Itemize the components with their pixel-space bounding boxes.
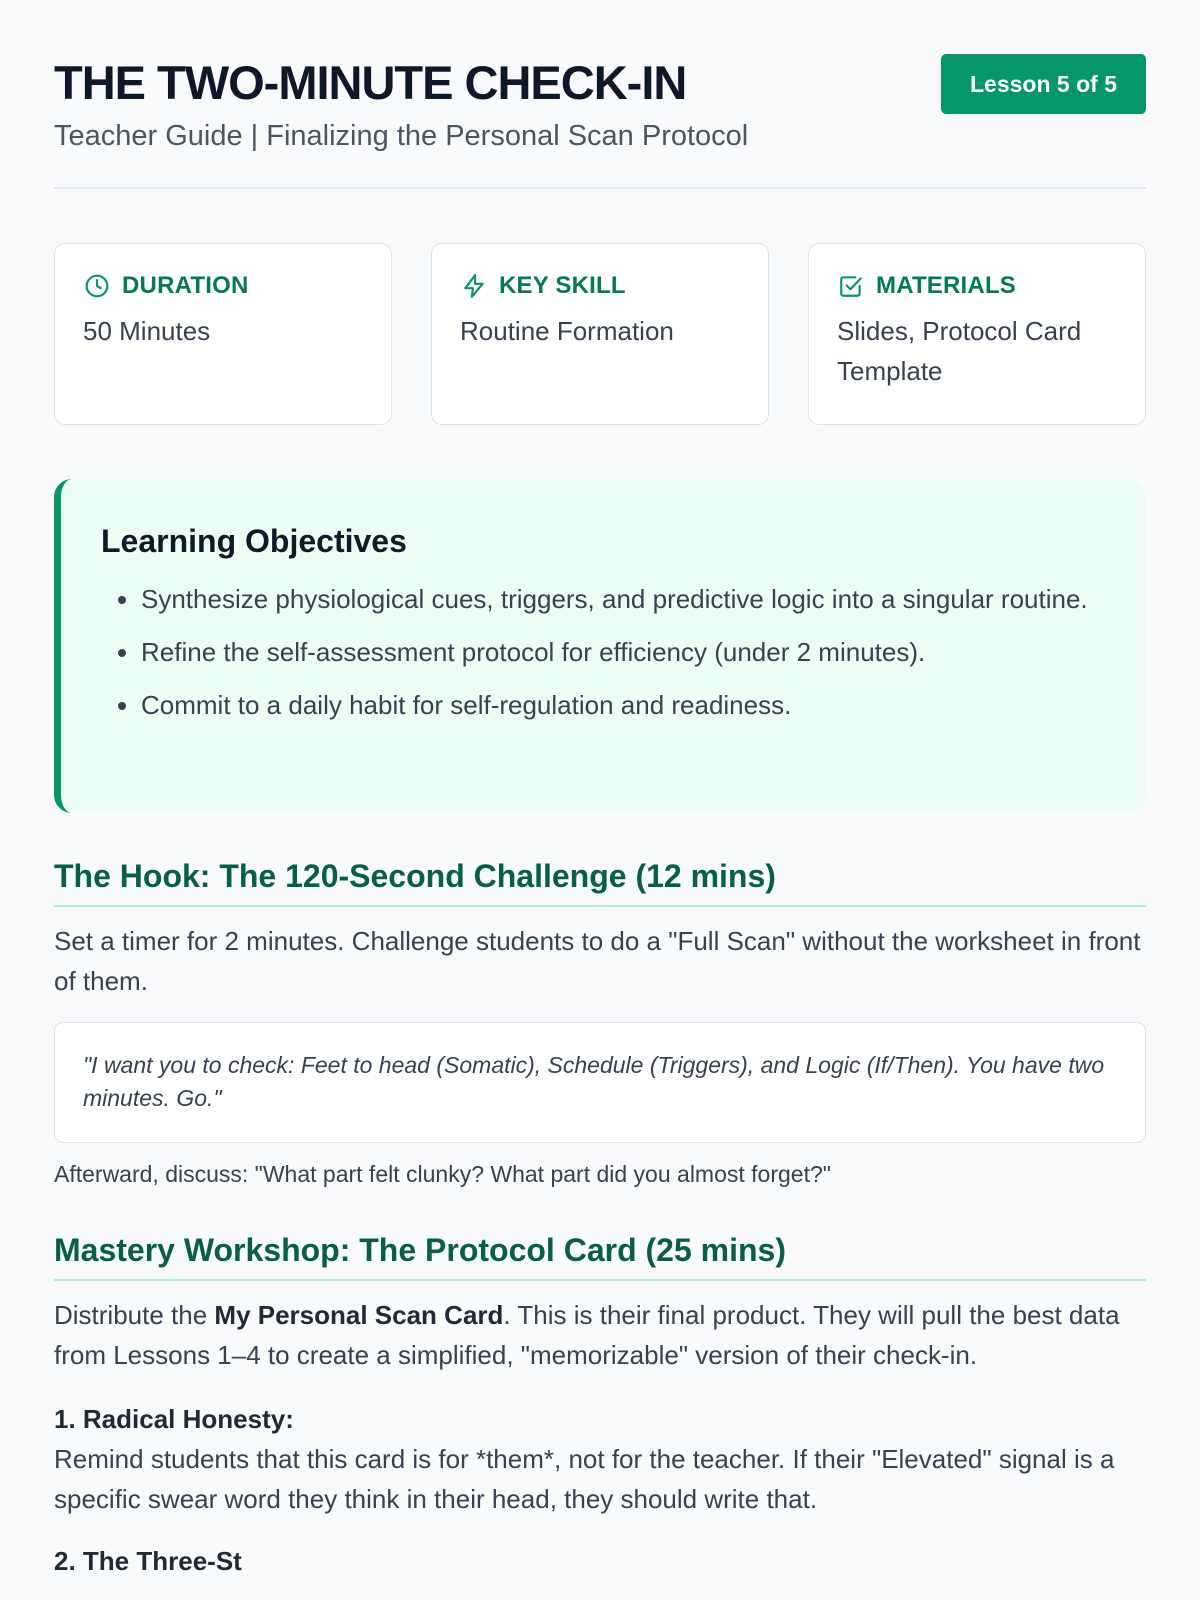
workshop-intro-after: . This is their final product. They will pull the best data from Lessons 1–4 to create a simplified, "memorizable" version of their check-in.: [54, 1300, 1120, 1370]
key-skill-card: [431, 243, 769, 425]
step-title: 2. The Three-St: [54, 1546, 242, 1576]
workshop-heading: Mastery Workshop: The Protocol Card (25 mins): [54, 1230, 1146, 1281]
key-skill-label: KEY SKILL: [499, 272, 626, 299]
materials-value: Slides, Protocol Card Template: [837, 316, 1082, 386]
duration-value: 50 Minutes: [83, 316, 211, 346]
header-divider: [54, 187, 1146, 189]
duration-label: DURATION: [122, 272, 249, 299]
info-cards: [54, 243, 1146, 425]
objectives-list: [101, 579, 1106, 725]
workshop-intro: [54, 1295, 1146, 1375]
hook-intro: Set a timer for 2 minutes. Challenge students to do a "Full Scan" without the worksheet in front of them.: [54, 926, 1141, 996]
objective-item: • Synthesize physiological cues, triggers, and predictive logic into a singular routine.: [141, 579, 1106, 619]
key-skill-value: Routine Formation: [460, 316, 674, 346]
objective-item: • Commit to a daily habit for self-regulation and readiness.: [141, 685, 1106, 725]
learning-objectives-box: [54, 479, 1146, 813]
duration-card: [54, 243, 392, 425]
step-title: 1. Radical Honesty:: [54, 1404, 294, 1434]
checkbox-icon: [837, 272, 865, 300]
hook-heading: The Hook: The 120-Second Challenge (12 mins): [54, 856, 1146, 907]
page-subtitle: Teacher Guide | Finalizing the Personal Scan Protocol: [54, 120, 749, 152]
workshop-intro-before: Distribute the: [54, 1300, 215, 1330]
teacher-script-quote: "I want you to check: Feet to head (Somatic), Schedule (Triggers), and Logic (If/Then). You have two minutes. Go.": [54, 1022, 1146, 1143]
materials-label: MATERIALS: [876, 272, 1017, 299]
clock-icon: [83, 272, 111, 300]
page-title: THE TWO-MINUTE CHECK-IN: [54, 56, 687, 109]
objective-item: • Refine the self-assessment protocol for efficiency (under 2 minutes).: [141, 632, 1106, 672]
step-text: Remind students that this card is for *them*, not for the teacher. If their "Elevated" signal is a specific swear word they think in their head, they should write that.: [54, 1444, 1115, 1514]
scan-card-name: My Personal Scan Card: [214, 1300, 504, 1330]
objectives-title: Learning Objectives: [101, 523, 407, 559]
lightning-bolt-icon: [460, 272, 488, 300]
lesson-badge: Lesson 5 of 5: [941, 54, 1146, 114]
materials-card: [808, 243, 1146, 425]
hook-discussion-note: Afterward, discuss: "What part felt clunky? What part did you almost forget?": [54, 1161, 831, 1187]
page-header: [54, 0, 1146, 152]
